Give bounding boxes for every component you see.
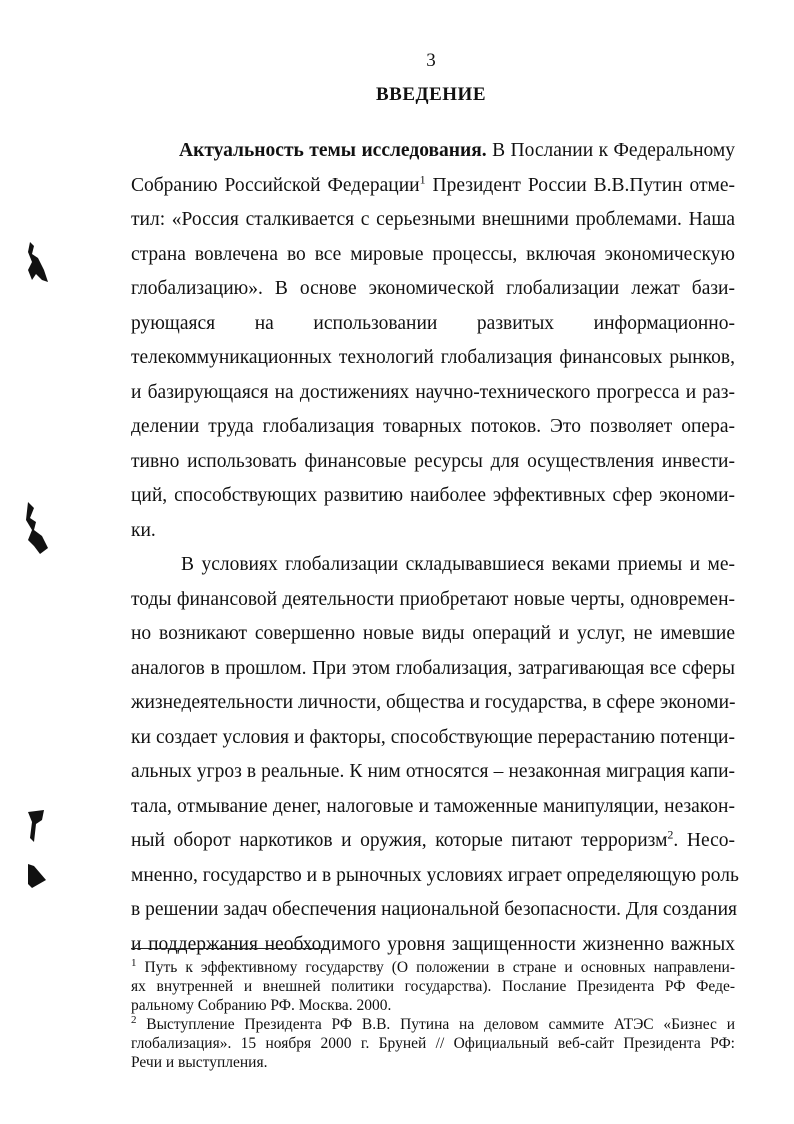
text-line: тала, отмывание денег, налоговые и таможенные манипуляции, незакон-: [131, 795, 735, 817]
footnote-ref[interactable]: 2: [667, 827, 674, 842]
footnote-mark: 1: [131, 956, 137, 969]
page-title: ВВЕДЕНИЕ: [376, 84, 486, 105]
text-line: и поддержания необходимого уровня защищенности жизненно важных: [131, 933, 735, 955]
scan-blot-icon: [24, 240, 54, 290]
text-line: рующаяся на использовании развитых информационно-: [131, 312, 735, 334]
page-number: 3: [426, 50, 436, 71]
text-line: В условиях глобализации складывавшиеся веками приемы и ме-: [181, 554, 735, 575]
main-text: [131, 134, 739, 962]
footnote-line: глобализация». 15 ноября 2000 г. Бруней // Официальный веб-сайт Президента РФ:: [131, 1035, 735, 1052]
text-fragment: Выступление Президента РФ В.В. Путина на деловом саммите АТЭС «Бизнес и: [136, 1016, 735, 1033]
text-line: тоды финансовой деятельности приобретают новые черты, одновремен-: [131, 588, 735, 610]
text-line: страна вовлечена во все мировые процессы, включая экономическую: [131, 243, 735, 265]
text-line: тил: «Россия сталкивается с серьезными внешними проблемами. Наша: [131, 209, 735, 230]
footnote-line: [131, 1015, 735, 1034]
footnote-mark: 2: [131, 1013, 137, 1026]
text-line: ки создает условия и факторы, способствующие перерастанию потенци-: [131, 726, 735, 748]
text-fragment: Президент России В.В.Путин отме-: [425, 174, 735, 196]
text-line: [131, 169, 735, 204]
text-line: тивно использовать финансовые ресурсы для осуществления инвести-: [131, 450, 735, 472]
text-fragment: В Послании к Федеральному: [486, 140, 736, 161]
lead-heading: Актуальность темы исследования.: [179, 140, 487, 161]
footnote-line: ральному Собранию РФ. Москва. 2000.: [131, 997, 392, 1014]
text-line: жизнедеятельности личности, общества и государства, в сфере экономи-: [131, 692, 736, 713]
text-line: но возникают совершенно новые виды операций и услуг, не имевшие: [131, 623, 735, 644]
text-fragment: ный оборот наркотиков и оружия, которые питают терроризм: [131, 830, 668, 851]
footnotes: [131, 958, 735, 1072]
text-line: [131, 824, 735, 859]
footnote-line: [131, 958, 735, 977]
text-line: и базирующаяся на достижениях научно-технического прогресса и раз-: [131, 381, 735, 403]
text-line: альных угроз в реальные. К ним относятся – незаконная миграция капи-: [131, 761, 735, 782]
text-fragment: Собранию Российской Федерации: [131, 174, 420, 196]
text-line: [131, 134, 735, 169]
footnote-line: ях внутренней и внешней политики государства). Послание Президента РФ Феде-: [131, 978, 735, 995]
text-line: телекоммуникационных технологий глобализация финансовых рынков,: [131, 347, 735, 368]
scan-blot-icon: [26, 862, 48, 890]
footnote-line: Речи и выступления.: [131, 1054, 268, 1071]
text-fragment: Путь к эффективному государству (О положении в стране и основных направлени-: [136, 959, 735, 976]
text-fragment: . Несо-: [673, 830, 736, 851]
text-line: ки.: [131, 519, 156, 541]
scan-blot-icon: [24, 500, 54, 560]
text-line: в решении задач обеспечения национальной безопасности. Для создания: [131, 899, 737, 920]
scan-blot-icon: [26, 808, 48, 844]
text-line: мненно, государство и в рыночных условиях играет определяющую роль: [131, 864, 739, 886]
text-line: ций, способствующих развитию наиболее эффективных сфер экономи-: [131, 485, 735, 506]
text-line: аналогов в прошлом. При этом глобализация, затрагивающая все сферы: [131, 657, 735, 679]
text-line: глобализацию». В основе экономической глобализации лежат бази-: [131, 278, 735, 299]
text-line: делении труда глобализация товарных потоков. Это позволяет опера-: [131, 416, 735, 437]
footnote-divider: [131, 948, 327, 949]
footnote-ref[interactable]: 1: [419, 172, 426, 186]
